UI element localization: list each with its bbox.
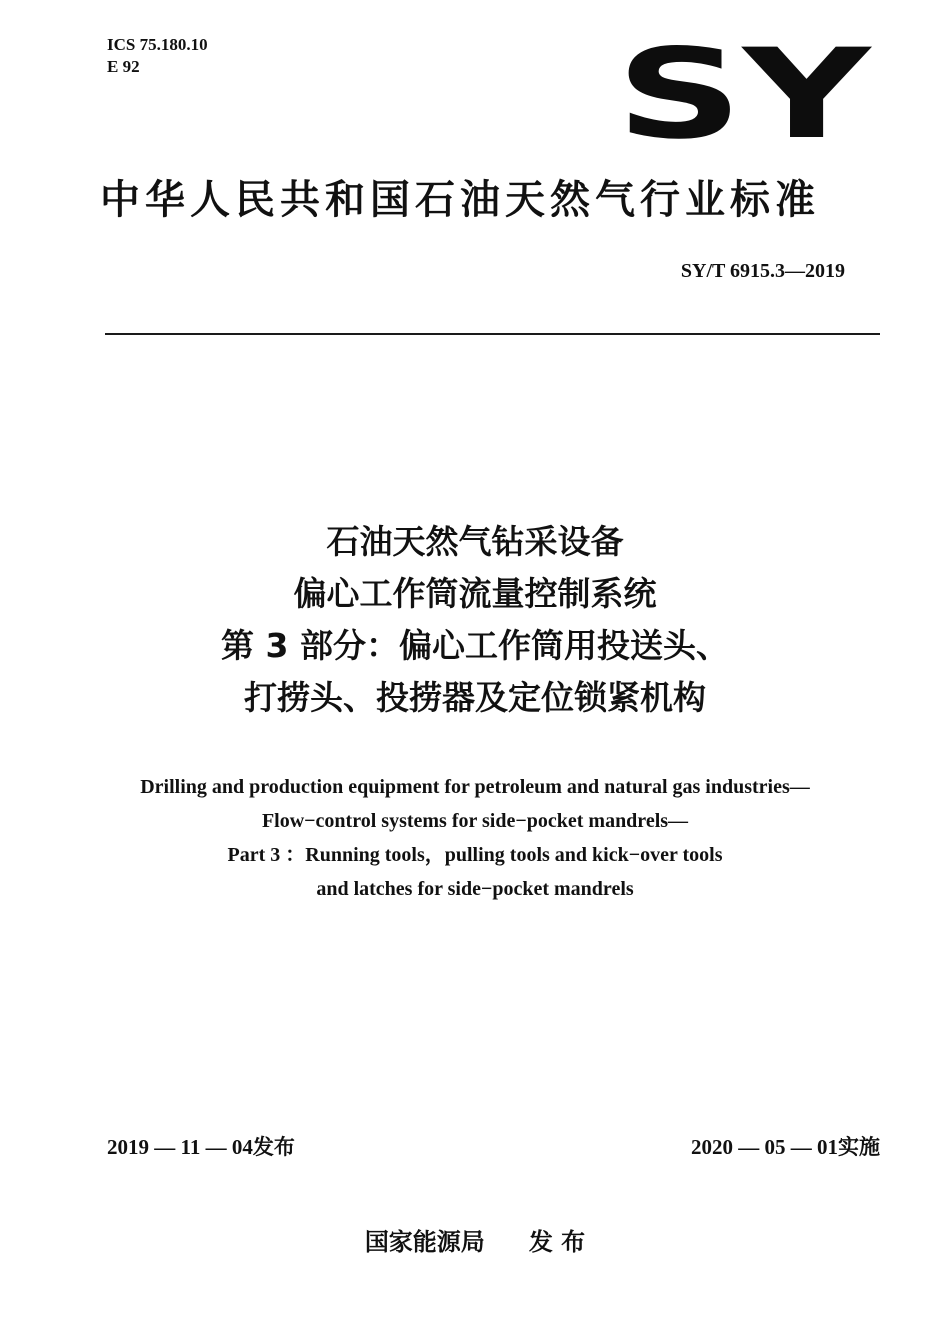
sy-logo: SY	[616, 23, 871, 167]
chinese-title	[0, 516, 950, 724]
issuer-action: 发 布	[528, 1228, 586, 1256]
issuer-name: 国家能源局	[364, 1228, 485, 1256]
chinese-title-line-4: 打捞头、投捞器及定位锁紧机构	[244, 678, 706, 717]
implementation-date: 2020 — 05 — 01	[691, 1135, 838, 1159]
issue-date: 2019 — 11 — 04	[107, 1135, 253, 1159]
issuing-authority	[0, 1225, 950, 1259]
english-title-line-3: Part 3 ：Running tools，pulling tools and kick−over tools	[227, 844, 723, 866]
issue-label: 发布	[252, 1135, 295, 1159]
implementation-date-block	[691, 1132, 880, 1162]
chinese-title-line-2: 偏心工作筒流量控制系统	[293, 574, 657, 613]
english-title-line-4: and latches for side−pocket mandrels	[316, 878, 634, 900]
ics-classification	[107, 34, 208, 78]
standard-number: SY/T 6915.3—2019	[680, 260, 845, 282]
chinese-title-line-3: 第 3 部分：偏心工作筒用投送头、	[221, 626, 729, 665]
english-title-line-2: Flow−control systems for side−pocket mandrels—	[261, 810, 689, 832]
header-divider	[105, 333, 880, 335]
ccs-code: E 92	[107, 57, 140, 76]
english-title	[0, 770, 950, 906]
chinese-title-line-1: 石油天然气钻采设备	[326, 522, 624, 561]
issue-date-block	[107, 1132, 295, 1162]
industry-standard-heading: 中华人民共和国石油天然气行业标准	[100, 177, 820, 223]
english-title-line-1: Drilling and production equipment for petroleum and natural gas industries—	[140, 776, 810, 798]
implementation-label: 实施	[838, 1135, 880, 1159]
ics-code: ICS 75.180.10	[107, 35, 208, 54]
